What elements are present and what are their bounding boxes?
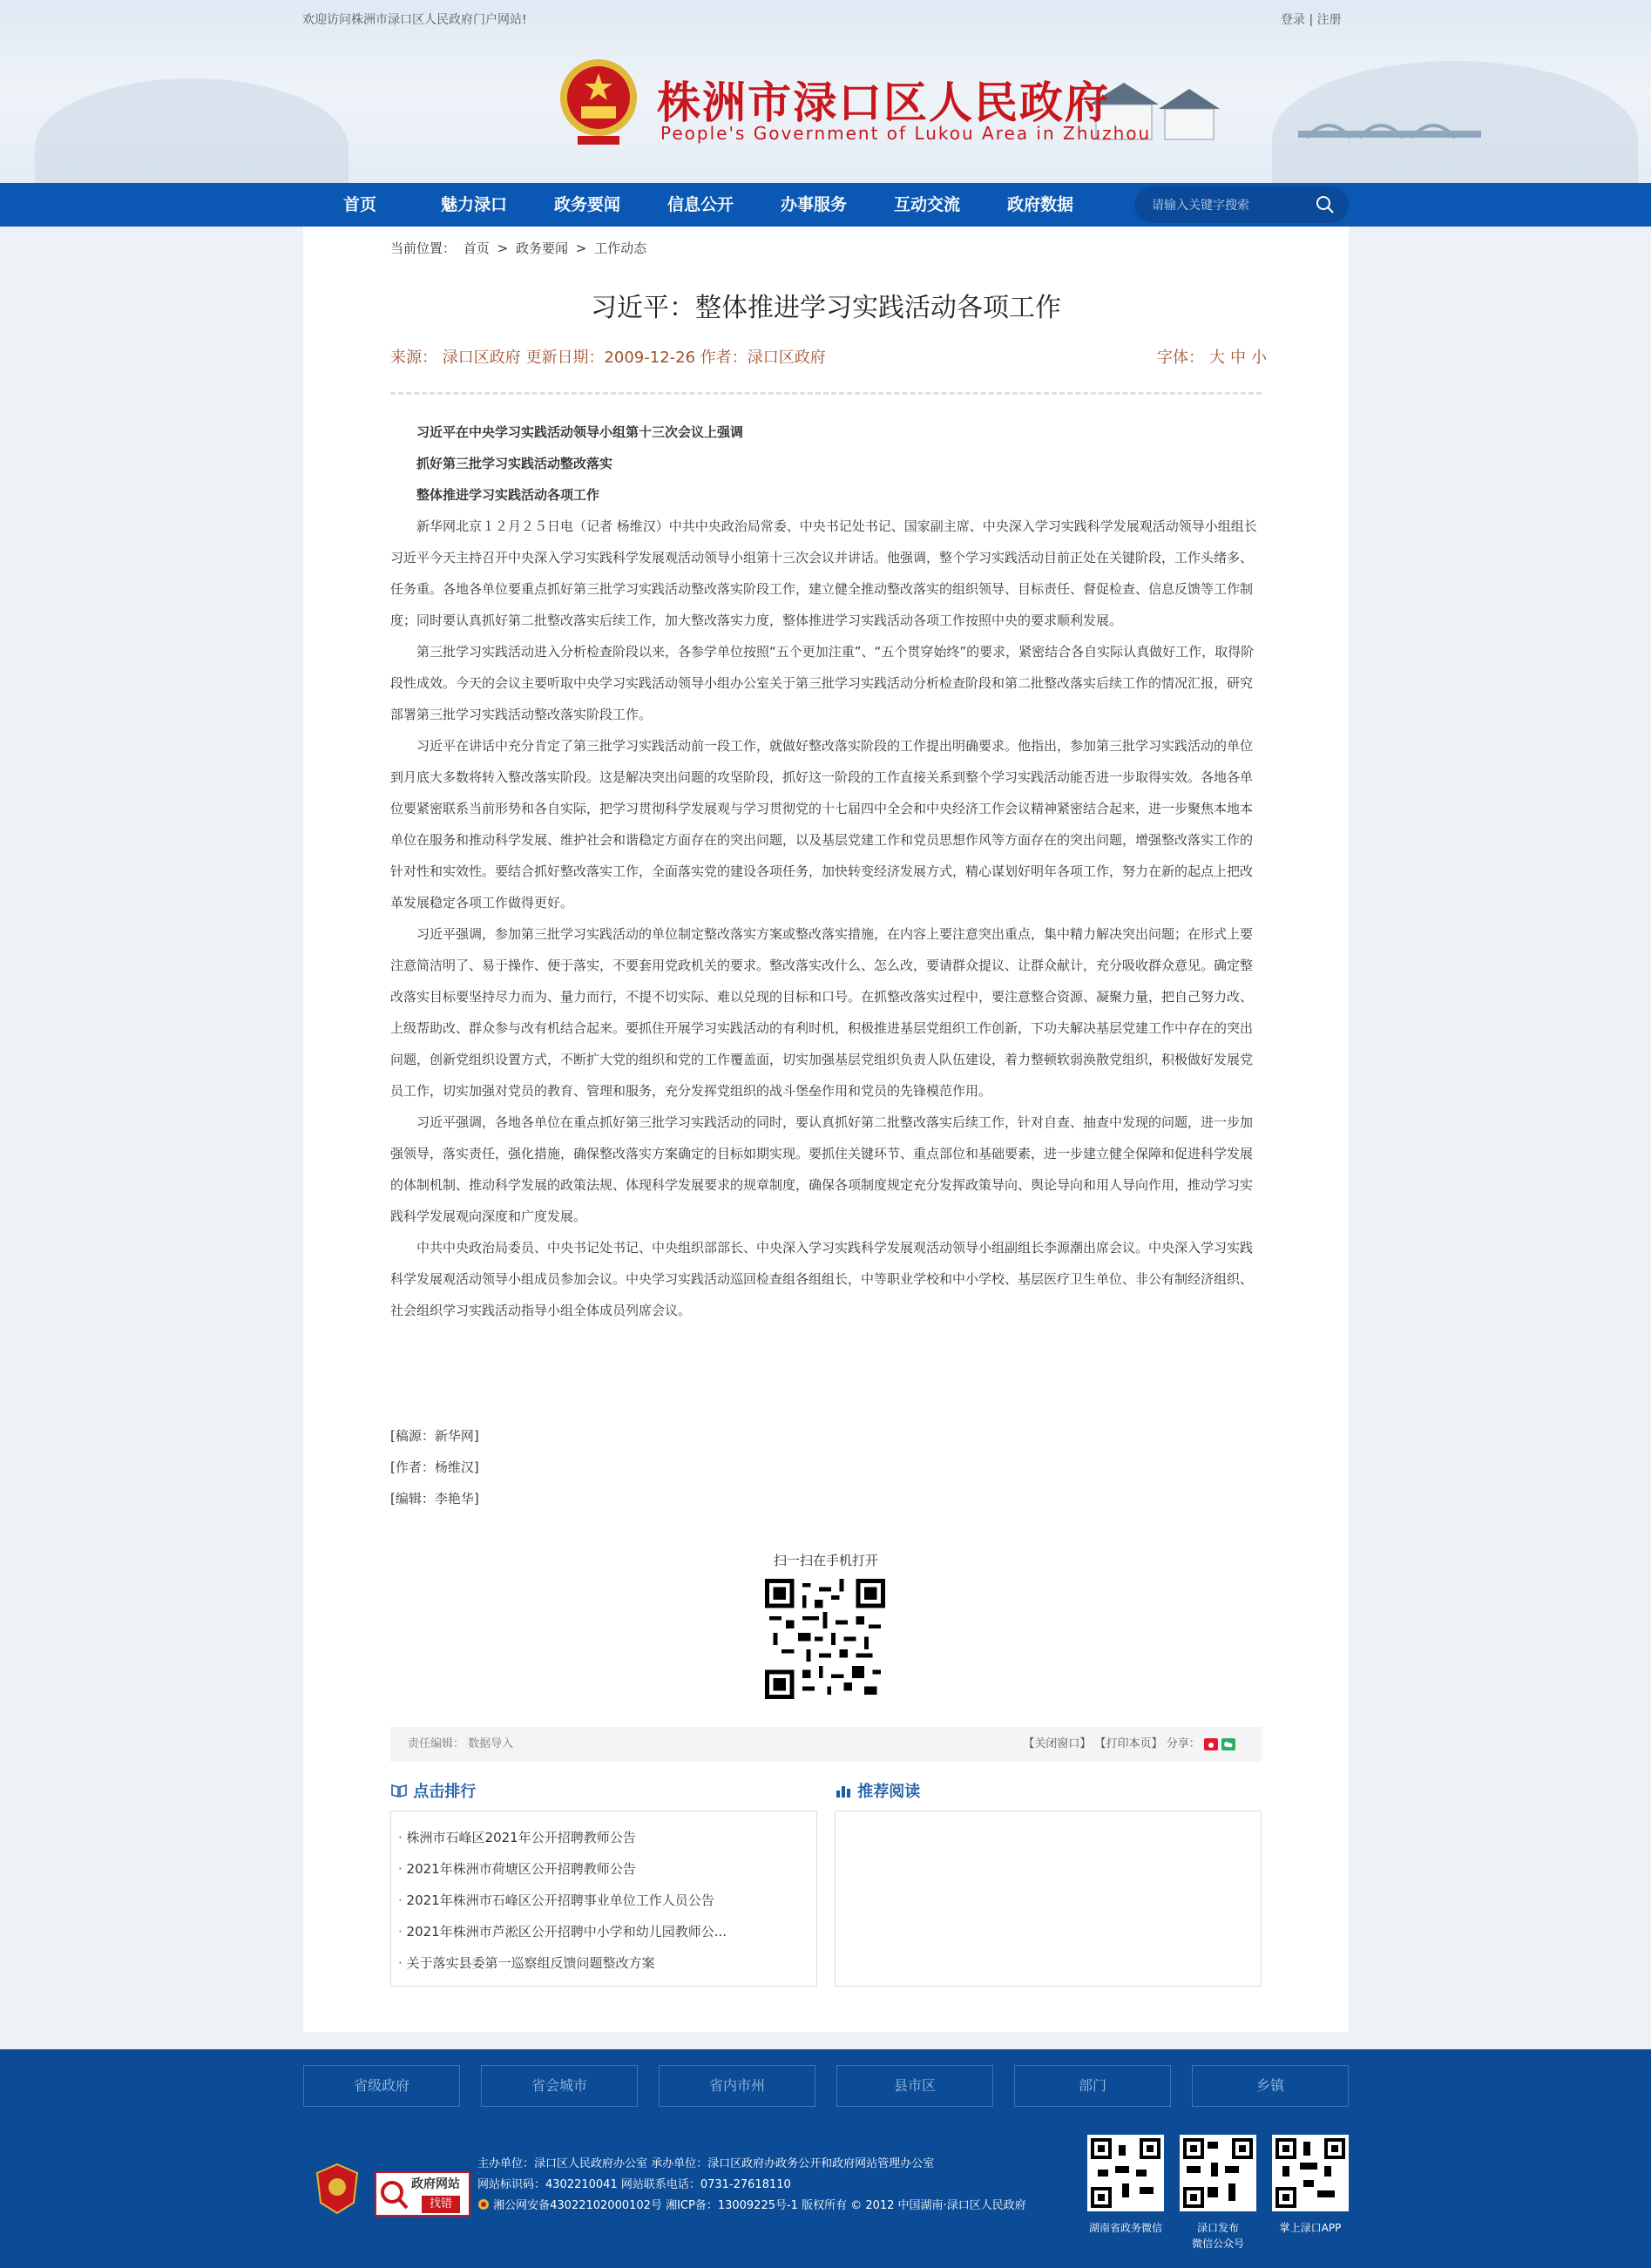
font-large-button[interactable]: 大 xyxy=(1209,349,1225,367)
breadcrumb-home[interactable]: 首页 xyxy=(463,240,490,256)
print-page-link[interactable]: 【打印本页】 xyxy=(1094,1737,1163,1750)
edit-bar xyxy=(390,1727,1262,1762)
article-body xyxy=(390,416,1262,1326)
article-heading: 抓好第三批学习实践活动整改落实 xyxy=(416,456,613,471)
article-paragraph: 第三批学习实践活动进入分析检查阶段以来，各参学单位按照“五个更加注重”、“五个贯穿始终”的要求，紧密结合各自实际认真做好工作，取得阶段性成效。今天的会议主要听取中央学习实践活动领导小组办公室关于第三批学习实践活动分析检查阶段和第二批整改落实后续工作的情况汇报，研究部署第三批学习实践活动整改落实阶段工作。 xyxy=(390,644,1255,722)
police-badge-icon xyxy=(477,2198,490,2210)
editor-line: [编辑：李艳华] xyxy=(390,1491,479,1506)
close-window-link[interactable]: 【关闭窗口】 xyxy=(1023,1737,1092,1750)
site-title: 株洲市渌口区人民政府 xyxy=(657,77,1110,128)
list-item[interactable]: · 2021年株洲市荷塘区公开招聘教师公告 xyxy=(398,1853,809,1885)
lukou-wechat-qr-icon xyxy=(1180,2135,1256,2211)
article-title: 习近平：整体推进学习实践活动各项工作 xyxy=(591,293,1061,323)
font-medium-button[interactable]: 中 xyxy=(1230,349,1246,367)
recommend-list xyxy=(835,1811,1262,1987)
article-source xyxy=(390,1420,479,1514)
gov-site-error-report-badge[interactable]: 政府网站 找错 xyxy=(375,2171,470,2217)
footer-link-provincial[interactable]: 省级政府 xyxy=(303,2065,460,2107)
author-line: [作者：杨维汉] xyxy=(390,1459,479,1475)
bridge-illustration xyxy=(1281,78,1490,174)
footer-link-prefectures[interactable]: 省内市州 xyxy=(659,2065,815,2107)
qr-code-icon xyxy=(765,1579,885,1699)
font-size-switcher: 字体： 大 中 小 xyxy=(1157,349,1267,367)
responsible-editor: 责任编辑： 数据导入 xyxy=(408,1737,514,1750)
hunan-wechat-qr-icon xyxy=(1087,2135,1164,2211)
search-icon[interactable] xyxy=(1314,193,1336,216)
share-label: 分享： xyxy=(1166,1737,1201,1750)
bar-chart-icon xyxy=(835,1783,852,1798)
hot-ranking-title: 点击排行 xyxy=(390,1779,476,1802)
source-line: [稿源：新华网] xyxy=(390,1428,479,1444)
search-box xyxy=(1134,186,1349,223)
breadcrumb-news[interactable]: 政务要闻 xyxy=(515,240,568,256)
qr-caption: 渌口发布 微信公众号 xyxy=(1191,2222,1244,2250)
article-meta: 来源： 渌口区政府 更新日期：2009-12-26 作者：渌口区政府 xyxy=(390,349,826,367)
footer-info xyxy=(477,2154,1026,2217)
divider xyxy=(390,392,1262,395)
footer xyxy=(0,2049,1651,2268)
hot-ranking-list xyxy=(390,1811,817,1987)
mountain-decoration xyxy=(35,78,348,183)
login-link[interactable]: 登录 xyxy=(1281,13,1305,27)
footer-link-counties[interactable]: 县市区 xyxy=(836,2065,993,2107)
article-paragraph: 新华网北京１２月２５日电（记者 杨维汉）中共中央政治局常委、中央书记处书记、国家副主席、中央深入学习实践科学发展观活动领导小组组长习近平今天主持召开中央深入学习实践科学发展观活动领导小组第十三次会议并讲话。他强调，整个学习实践活动目前正处在关键阶段，工作头绪多、任务重。各地各单位要重点抓好第三批学习实践活动整改落实阶段工作，建立健全推动整改落实的组织领导、目标责任、督促检查、信息反馈等工作制度；同时要认真抓好第二批整改落实后续工作，加大整改落实力度，整体推进学习实践活动各项工作按照中央的要求顺利发展。 xyxy=(390,518,1257,628)
nav-services[interactable]: 办事服务 xyxy=(781,195,848,214)
book-icon xyxy=(390,1783,408,1798)
article-paragraph: 中共中央政治局委员、中央书记处书记、中央组织部部长、中央深入学习实践科学发展观活动领导小组副组长李源潮出席会议。中央深入学习实践科学发展观活动领导小组成员参加会议。中央学习实践活动巡回检查组各组组长，中等职业学校和中小学校、基层医疗卫生单位、非公有制经济组织、社会组织学习实践活动指导小组全体成员列席会议。 xyxy=(390,1240,1254,1318)
footer-copyright: 湘公网安备43022102000102号 湘ICP备：13009225号-1 版权所有 © 2012 中国湖南·渌口区人民政府 xyxy=(477,2196,1026,2217)
qr-caption: 湖南省政务微信 xyxy=(1088,2222,1162,2234)
site-subtitle: People's Government of Lukou Area in Zhuzhou xyxy=(660,123,1152,144)
qr-label: 扫一扫在手机打开 xyxy=(773,1553,878,1568)
main-content xyxy=(303,227,1349,2032)
register-link[interactable]: 注册 xyxy=(1316,13,1342,27)
nav-charm-lukou[interactable]: 魅力渌口 xyxy=(441,195,508,214)
list-item[interactable]: · 株洲市石峰区2021年公开招聘教师公告 xyxy=(398,1822,809,1853)
list-item[interactable]: · 2021年株洲市芦淞区公开招聘中小学和幼儿园教师公... xyxy=(398,1916,809,1947)
breadcrumb: 当前位置： 首页 > 政务要闻 > 工作动态 xyxy=(390,240,647,256)
main-navigation xyxy=(0,183,1651,227)
search-input[interactable] xyxy=(1152,193,1309,216)
qr-caption: 掌上渌口APP xyxy=(1279,2222,1342,2234)
account-links: 登录 | 注册 xyxy=(1281,13,1342,27)
article-paragraph: 习近平在讲话中充分肯定了第三批学习实践活动前一段工作，就做好整改落实阶段的工作提出明确要求。他指出，参加第三批学习实践活动的单位到月底大多数将转入整改落实阶段。这是解决突出问题的攻坚阶段，抓好这一阶段的工作直接关系到整个学习实践活动能否进一步取得实效。各地各单位要紧密联系当前形势和各自实际，把学习贯彻科学发展观与学习贯彻党的十七届四中全会和中央经济工作会议精神紧密结合起来，进一步聚焦本地本单位在服务和推动科学发展、维护社会和谐稳定方面存在的突出问题，以及基层党建工作和党员思想作风等方面存在的突出问题，增强整改落实工作的针对性和实效性。要结合抓好整改落实工作，全面落实党的建设各项任务，加快转变经济发展方式，精心谋划好明年各项工作，努力在新的起点上把改革发展稳定各项工作做得更好。 xyxy=(390,738,1254,911)
list-item[interactable]: · 2021年株洲市石峰区公开招聘事业单位工作人员公告 xyxy=(398,1885,809,1916)
list-item[interactable]: · 关于落实县委第一巡察组反馈问题整改方案 xyxy=(398,1947,809,1979)
nav-info-disclosure[interactable]: 信息公开 xyxy=(667,195,734,214)
nav-gov-data[interactable]: 政府数据 xyxy=(1007,195,1074,214)
nav-news[interactable]: 政务要闻 xyxy=(554,195,621,214)
magnifier-icon xyxy=(378,2177,409,2211)
footer-host: 主办单位：渌口区人民政府办公室 承办单位：渌口区政府办政务公开和政府网站管理办公室 xyxy=(477,2157,935,2170)
nav-interaction[interactable]: 互动交流 xyxy=(894,195,961,214)
recommend-title: 推荐阅读 xyxy=(835,1779,920,1802)
breadcrumb-work-news[interactable]: 工作动态 xyxy=(594,240,647,256)
nav-home[interactable]: 首页 xyxy=(343,195,377,214)
font-small-button[interactable]: 小 xyxy=(1251,349,1267,367)
weibo-share-icon[interactable] xyxy=(1204,1738,1218,1750)
footer-link-departments[interactable]: 部门 xyxy=(1014,2065,1171,2107)
article-paragraph: 习近平强调，各地各单位在重点抓好第三批学习实践活动的同时，要认真抓好第二批整改落实后续工作，针对自查、抽查中发现的问题，进一步加强领导，落实责任，强化措施，确保整改落实方案确定的目标如期实现。要抓住关键环节、重点部位和基础要素，进一步建立健全保障和促进科学发展的体制机制、推动科学发展的政策法规、体现科学发展要求的规章制度，确保各项制度规定充分发挥政策导向、舆论导向和用人导向作用，推动学习实践科学发展观向深度和广度发展。 xyxy=(390,1114,1254,1224)
article-heading: 习近平在中央学习实践活动领导小组第十三次会议上强调 xyxy=(416,424,744,440)
party-gov-badge-icon[interactable] xyxy=(315,2163,359,2215)
wechat-share-icon[interactable] xyxy=(1221,1738,1235,1750)
welcome-text: 欢迎访问株洲市渌口区人民政府门户网站! xyxy=(302,13,527,27)
article-paragraph: 习近平强调，参加第三批学习实践活动的单位制定整改落实方案或整改落实措施，在内容上要注意突出重点，集中精力解决突出问题；在形式上要注意简洁明了、易于操作、便于落实，不要套用党政机关的要求。整改落实改什么、怎么改，要请群众提议、让群众献计，充分吸收群众意见。确定整改落实目标要坚持尽力而为、量力而行，不提不切实际、难以兑现的目标和口号。在抓整改落实过程中，要注意整合资源、凝聚力量，把自己努力改、上级帮助改、群众参与改有机结合起来。要抓住开展学习实践活动的有利时机，积极推进基层党组织工作创新，下功夫解决基层党建工作中存在的突出问题，创新党组织设置方式，不断扩大党的组织和党的工作覆盖面，切实加强基层党组织负责人队伍建设，着力整顿软弱涣散党组织，积极做好发展党员工作，切实加强对党员的教育、管理和服务，充分发挥党组织的战斗堡垒作用和党员的先锋模范作用。 xyxy=(390,926,1254,1099)
article-heading: 整体推进学习实践活动各项工作 xyxy=(416,487,600,503)
footer-link-capital-cities[interactable]: 省会城市 xyxy=(481,2065,638,2107)
lukou-app-qr-icon xyxy=(1272,2135,1349,2211)
footer-site-id: 网站标识码：4302210041 网站联系电话：0731-27618110 xyxy=(477,2178,791,2191)
footer-link-towns[interactable]: 乡镇 xyxy=(1192,2065,1349,2107)
national-emblem-icon xyxy=(558,56,639,152)
